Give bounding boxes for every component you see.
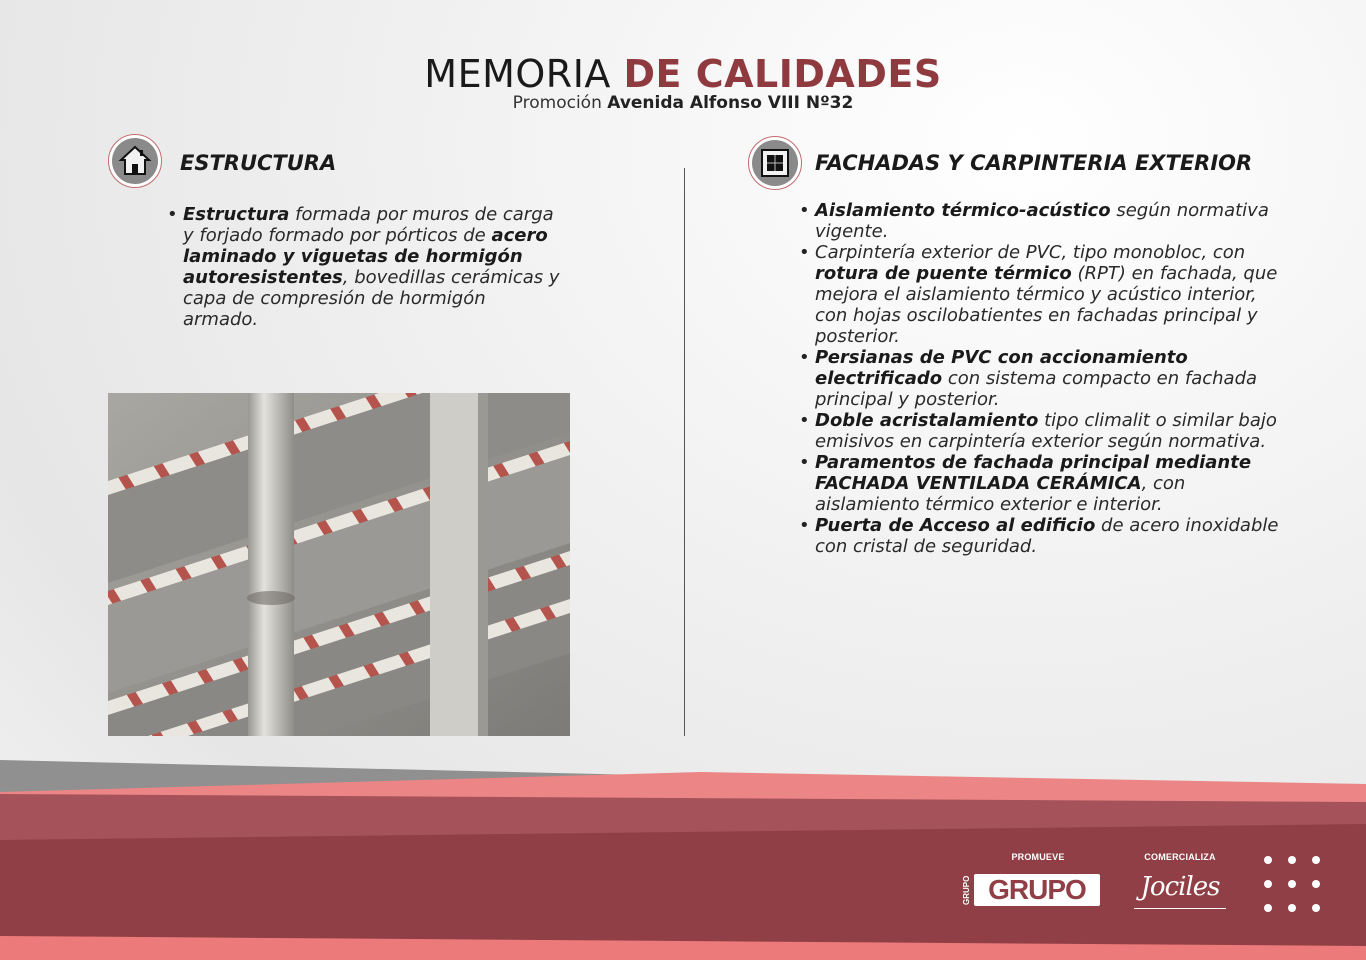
bullet-item (799, 515, 1279, 557)
estructura-bullet-list (167, 204, 562, 330)
bullet-bold-text: Estructura (183, 204, 290, 225)
window-icon (748, 136, 802, 190)
bullet-item (799, 200, 1279, 242)
bullet-text: tipo climalit o similar bajo emisivos en carpintería exterior según normativa. (815, 410, 1277, 452)
promueve-label: PROMUEVE (1011, 852, 1065, 862)
structure-photo (108, 393, 570, 736)
bullet-text: , con aislamiento térmico exterior e interior. (815, 473, 1186, 515)
bullet-text: de acero inoxidable con cristal de seguridad. (815, 515, 1279, 557)
bullet-text: con sistema compacto en fachada principal y posterior. (815, 368, 1258, 410)
bullet-bold-text: Persianas de PVC con accionamiento electrificado (815, 347, 1188, 389)
bullet-text: formada por muros de carga y forjado formado por pórticos de (183, 204, 554, 246)
fachadas-bullet-list (799, 200, 1279, 557)
bullet-bold-text: Puerta de Acceso al edificio (815, 515, 1096, 536)
bullet-item (799, 410, 1279, 452)
column-divider (684, 168, 685, 736)
bullet-bold-text: Paramentos de fachada principal mediante FACHADA VENTILADA CERÁMICA (815, 452, 1252, 494)
title-accent: DE CALIDADES (623, 52, 942, 96)
section-heading-estructura: ESTRUCTURA (180, 151, 337, 175)
bullet-bold-text: Aislamiento térmico-acústico (815, 200, 1111, 221)
footer-bands (0, 740, 1366, 960)
promueve-block (962, 852, 1104, 937)
jociles-logo: Jociles (1134, 868, 1226, 909)
bullet-text: Carpintería exterior de PVC, tipo monobloc, con (815, 242, 1246, 263)
bullet-item (799, 452, 1279, 515)
bullet-text: según normativa vigente. (815, 200, 1269, 242)
page-subtitle (0, 92, 1366, 114)
subtitle-prefix: Promoción (512, 93, 602, 113)
bullet-text: (RPT) en fachada, que mejora el aislamiento térmico y acústico interior, con hojas oscilobatientes en fachadas principal y posterior. (815, 263, 1278, 347)
promueve-logo-text: GRUPO TYGMA (974, 874, 1100, 906)
section-heading-fachadas: FACHADAS Y CARPINTERIA EXTERIOR (815, 151, 1253, 175)
bullet-text: , bovedillas cerámicas y capa de compresión de hormigón armado. (183, 267, 560, 330)
bullet-item (167, 204, 562, 330)
house-icon (108, 134, 162, 188)
bullet-item (799, 347, 1279, 410)
bullet-bold-text: rotura de puente térmico (815, 263, 1072, 284)
page-title (0, 52, 1366, 96)
dot-grid-decoration (1264, 856, 1328, 916)
bullet-bold-text: acero laminado y viguetas de hormigón autoresistentes (183, 225, 548, 288)
bullet-item (799, 242, 1279, 347)
tygma-logo: GRUPO GRUPO TYGMA (962, 870, 1104, 910)
comercializa-block (1134, 852, 1226, 909)
title-plain: MEMORIA (424, 52, 611, 96)
subtitle-bold: Avenida Alfonso VIII Nº32 (607, 93, 854, 113)
bullet-bold-text: Doble acristalamiento (815, 410, 1039, 431)
comercializa-label: COMERCIALIZA (1144, 852, 1216, 862)
